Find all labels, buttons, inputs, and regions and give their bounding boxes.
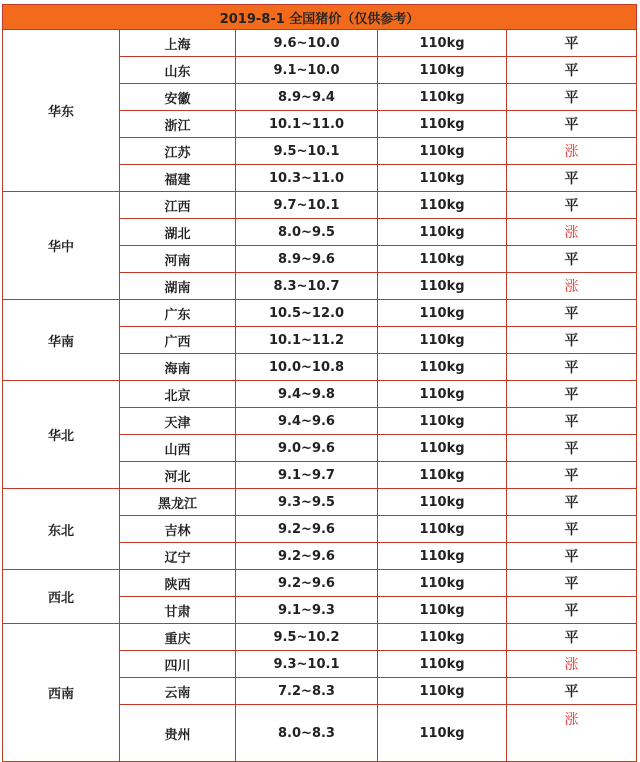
price-cell: 10.0~10.8 — [236, 354, 378, 381]
region-cell: 华南 — [3, 300, 120, 381]
price-cell: 8.9~9.4 — [236, 84, 378, 111]
table-title-row — [3, 5, 637, 30]
province-cell: 北京 — [120, 381, 236, 408]
weight-cell: 110kg — [378, 651, 507, 678]
trend-cell: 涨 — [507, 705, 637, 762]
price-cell: 9.3~10.1 — [236, 651, 378, 678]
province-cell: 天津 — [120, 408, 236, 435]
price-cell: 9.0~9.6 — [236, 435, 378, 462]
trend-cell: 涨 — [507, 219, 637, 246]
trend-cell: 平 — [507, 381, 637, 408]
province-cell: 重庆 — [120, 624, 236, 651]
province-cell: 海南 — [120, 354, 236, 381]
table-row — [3, 570, 637, 597]
pig-price-table — [2, 4, 637, 762]
price-cell: 10.3~11.0 — [236, 165, 378, 192]
region-cell: 华北 — [3, 381, 120, 489]
province-cell: 山东 — [120, 57, 236, 84]
province-cell: 湖北 — [120, 219, 236, 246]
weight-cell: 110kg — [378, 570, 507, 597]
weight-cell: 110kg — [378, 624, 507, 651]
region-cell: 东北 — [3, 489, 120, 570]
trend-cell: 平 — [507, 111, 637, 138]
region-cell: 西南 — [3, 624, 120, 762]
province-cell: 湖南 — [120, 273, 236, 300]
trend-cell: 平 — [507, 354, 637, 381]
trend-cell: 平 — [507, 408, 637, 435]
trend-cell: 平 — [507, 327, 637, 354]
price-cell: 8.0~9.5 — [236, 219, 378, 246]
price-cell: 9.2~9.6 — [236, 570, 378, 597]
price-cell: 9.5~10.2 — [236, 624, 378, 651]
price-cell: 7.2~8.3 — [236, 678, 378, 705]
weight-cell: 110kg — [378, 84, 507, 111]
province-cell: 安徽 — [120, 84, 236, 111]
province-cell: 陕西 — [120, 570, 236, 597]
weight-cell: 110kg — [378, 192, 507, 219]
price-cell: 9.5~10.1 — [236, 138, 378, 165]
region-cell: 华中 — [3, 192, 120, 300]
trend-cell: 平 — [507, 165, 637, 192]
weight-cell: 110kg — [378, 246, 507, 273]
trend-cell: 平 — [507, 57, 637, 84]
price-cell: 9.1~10.0 — [236, 57, 378, 84]
province-cell: 贵州 — [120, 705, 236, 762]
province-cell: 江西 — [120, 192, 236, 219]
weight-cell: 110kg — [378, 381, 507, 408]
region-cell: 西北 — [3, 570, 120, 624]
table-row — [3, 192, 637, 219]
province-cell: 四川 — [120, 651, 236, 678]
table-row — [3, 300, 637, 327]
province-cell: 山西 — [120, 435, 236, 462]
province-cell: 江苏 — [120, 138, 236, 165]
weight-cell: 110kg — [378, 597, 507, 624]
weight-cell: 110kg — [378, 57, 507, 84]
province-cell: 浙江 — [120, 111, 236, 138]
price-cell: 9.2~9.6 — [236, 516, 378, 543]
table-title: 2019-8-1 全国猪价（仅供参考） — [3, 5, 637, 30]
price-cell: 8.3~10.7 — [236, 273, 378, 300]
weight-cell: 110kg — [378, 327, 507, 354]
price-cell: 9.7~10.1 — [236, 192, 378, 219]
trend-cell: 涨 — [507, 138, 637, 165]
weight-cell: 110kg — [378, 30, 507, 57]
price-cell: 9.1~9.7 — [236, 462, 378, 489]
province-cell: 河南 — [120, 246, 236, 273]
weight-cell: 110kg — [378, 165, 507, 192]
weight-cell: 110kg — [378, 462, 507, 489]
province-cell: 黑龙江 — [120, 489, 236, 516]
province-cell: 福建 — [120, 165, 236, 192]
trend-cell: 平 — [507, 192, 637, 219]
province-cell: 广西 — [120, 327, 236, 354]
trend-cell: 平 — [507, 84, 637, 111]
table-row — [3, 624, 637, 651]
weight-cell: 110kg — [378, 111, 507, 138]
trend-cell: 平 — [507, 462, 637, 489]
trend-cell: 平 — [507, 570, 637, 597]
province-cell: 辽宁 — [120, 543, 236, 570]
weight-cell: 110kg — [378, 705, 507, 762]
weight-cell: 110kg — [378, 435, 507, 462]
table-row — [3, 489, 637, 516]
province-cell: 甘肃 — [120, 597, 236, 624]
weight-cell: 110kg — [378, 138, 507, 165]
province-cell: 吉林 — [120, 516, 236, 543]
price-cell: 9.6~10.0 — [236, 30, 378, 57]
price-cell: 8.9~9.6 — [236, 246, 378, 273]
price-cell: 9.4~9.6 — [236, 408, 378, 435]
weight-cell: 110kg — [378, 516, 507, 543]
price-cell: 8.0~8.3 — [236, 705, 378, 762]
table-row — [3, 30, 637, 57]
trend-cell: 涨 — [507, 651, 637, 678]
trend-cell: 平 — [507, 246, 637, 273]
price-cell: 9.2~9.6 — [236, 543, 378, 570]
table-row — [3, 381, 637, 408]
trend-cell: 平 — [507, 543, 637, 570]
weight-cell: 110kg — [378, 300, 507, 327]
weight-cell: 110kg — [378, 678, 507, 705]
weight-cell: 110kg — [378, 354, 507, 381]
region-cell: 华东 — [3, 30, 120, 192]
price-cell: 9.3~9.5 — [236, 489, 378, 516]
province-cell: 上海 — [120, 30, 236, 57]
price-cell: 10.1~11.0 — [236, 111, 378, 138]
province-cell: 河北 — [120, 462, 236, 489]
trend-cell: 平 — [507, 624, 637, 651]
trend-cell: 平 — [507, 516, 637, 543]
price-cell: 9.4~9.8 — [236, 381, 378, 408]
price-cell: 10.1~11.2 — [236, 327, 378, 354]
province-cell: 云南 — [120, 678, 236, 705]
trend-cell: 平 — [507, 678, 637, 705]
trend-cell: 涨 — [507, 273, 637, 300]
weight-cell: 110kg — [378, 219, 507, 246]
price-cell: 10.5~12.0 — [236, 300, 378, 327]
weight-cell: 110kg — [378, 489, 507, 516]
trend-cell: 平 — [507, 489, 637, 516]
weight-cell: 110kg — [378, 273, 507, 300]
trend-cell: 平 — [507, 597, 637, 624]
price-cell: 9.1~9.3 — [236, 597, 378, 624]
trend-cell: 平 — [507, 30, 637, 57]
weight-cell: 110kg — [378, 408, 507, 435]
trend-cell: 平 — [507, 435, 637, 462]
trend-cell: 平 — [507, 300, 637, 327]
province-cell: 广东 — [120, 300, 236, 327]
weight-cell: 110kg — [378, 543, 507, 570]
